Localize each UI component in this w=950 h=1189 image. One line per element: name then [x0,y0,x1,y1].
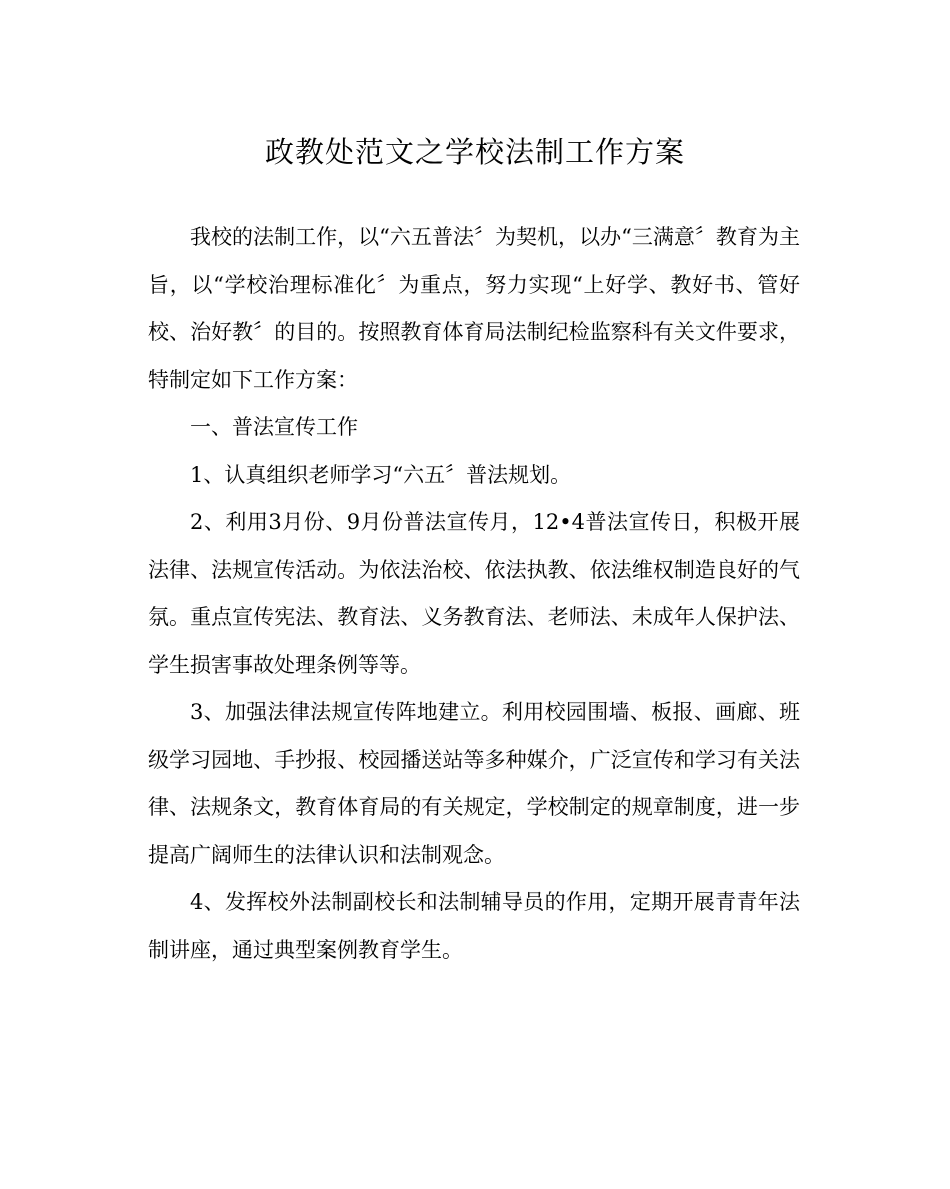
list-item: 2、利用3月份、9月份普法宣传月，12•4普法宣传日，积极开展法律、法规宣传活动。为依法治校、依法执教、依法维权制造良好的气氛。重点宣传宪法、教育法、义务教育法、老师法、未成年人保护法、学生损害事故处理条例等等。 [148,510,800,677]
list-item: 1、认真组织老师学习“六五〞普法规划。 [190,462,572,487]
list-item: 3、加强法律法规宣传阵地建立。利用校园围墙、板报、画廊、班级学习园地、手抄报、校园播送站等多种媒介，广泛宣传和学习有关法律、法规条文，教育体育局的有关规定，学校制定的规章制度，进一步提高广阔师生的法律认识和法制观念。 [148,700,800,867]
document-title: 政教处范文之学校法制工作方案 [264,135,685,169]
intro-paragraph: 我校的法制工作，以“六五普法〞为契机，以办“三满意〞教育为主旨，以“学校治理标准化〞为重点，努力实现“上好学、教好书、管好校、治好教〞的目的。按照教育体育局法制纪检监察科有关文件要求，特制定如下工作方案： [148,225,800,392]
list-item: 4、发挥校外法制副校长和法制辅导员的作用，定期开展青青年法制讲座，通过典型案例教育学生。 [148,890,800,962]
section-heading: 一、普法宣传工作 [190,415,358,439]
document-body [148,214,800,974]
